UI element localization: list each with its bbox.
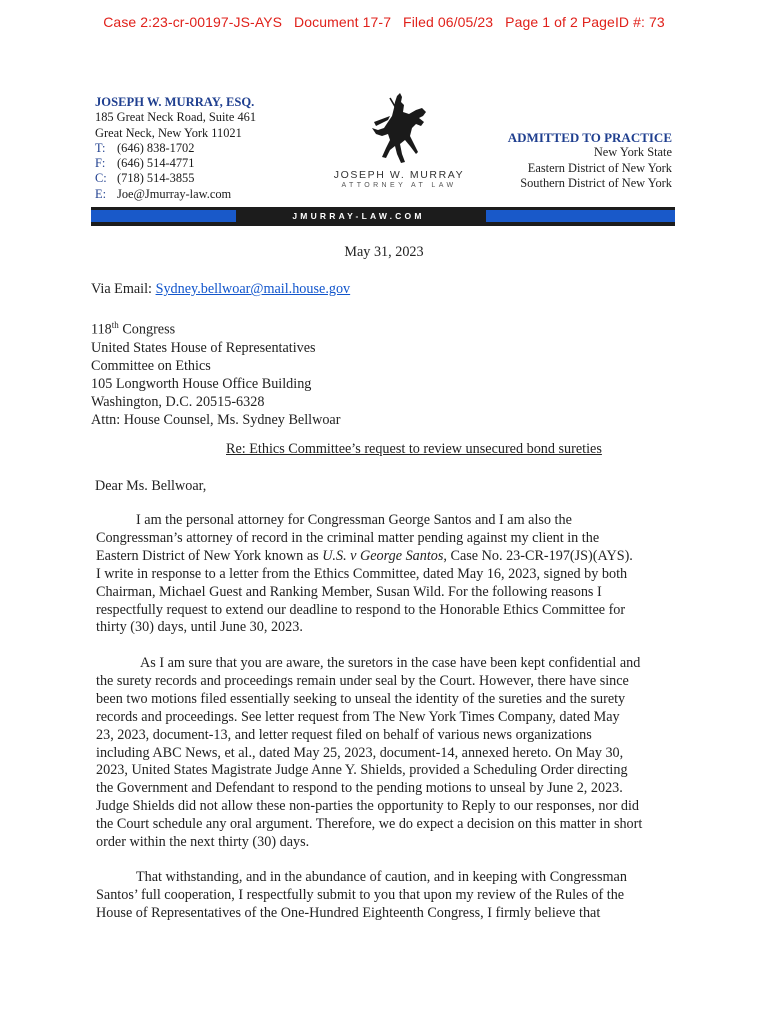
re-subject-line: Re: Ethics Committee’s request to review unsecured bond sureties	[226, 441, 602, 457]
paragraph-2	[96, 655, 678, 852]
paragraph-line: thirty (30) days, until June 30, 2023.	[96, 619, 303, 636]
knight-on-horse-icon	[364, 92, 434, 168]
address-line-1: 185 Great Neck Road, Suite 461	[95, 110, 257, 125]
congress-number: 118	[91, 321, 112, 338]
paragraph-line: Congressman’s attorney of record in the criminal matter pending against my client in the	[96, 529, 600, 546]
phone-label: T:	[95, 140, 106, 155]
recipient-address	[91, 316, 340, 429]
case-header: Case 2:23-cr-00197-JS-AYS Document 17-7 Filed 06/05/23 Page 1 of 2 PageID #: 73	[103, 14, 665, 30]
paragraph-line: 23, 2023, document-13, and letter request filed on behalf of various news organizations	[96, 726, 592, 743]
fax-number: (646) 514-4771	[117, 156, 195, 171]
paragraph-line: records and proceedings. See letter request from The New York Times Company, dated May	[96, 708, 620, 725]
phone-number: (646) 838-1702	[117, 140, 195, 155]
paragraph-line	[96, 548, 678, 566]
email-row	[95, 187, 256, 202]
paragraph-line: As I am sure that you are aware, the suretors in the case have been kept confidential and	[140, 655, 641, 671]
paragraph-line: including ABC News, et al., dated May 25, 2023, document-14, annexed hereto. On May 30,	[96, 744, 624, 761]
paragraph-line: respectfully request to extend our deadline to respond to the Honorable Ethics Committee for	[96, 601, 626, 618]
admitted-jurisdiction-3: Southern District of New York	[520, 175, 672, 190]
paragraph-text: , Case No. 23-CR-197(JS)(AYS).	[443, 547, 633, 564]
paragraph-line: 2023, United States Magistrate Judge Anne Y. Shields, provided a Scheduling Order directing	[96, 762, 628, 779]
email-label: E:	[95, 186, 107, 201]
fax-label: F:	[95, 156, 106, 171]
case-name: U.S. v George Santos	[322, 547, 444, 564]
letter-date: May 31, 2023	[344, 244, 424, 260]
logo-name: JOSEPH W. MURRAY	[333, 169, 465, 181]
logo-title: ATTORNEY AT LAW	[341, 182, 457, 189]
paragraph-text: Eastern District of New York known as	[96, 547, 323, 564]
paragraph-line: the surety records and proceedings remain under seal by the Court. However, there have since	[96, 672, 629, 689]
phone-row	[95, 141, 256, 156]
congress-label: Congress	[118, 321, 176, 338]
admitted-jurisdiction-2: Eastern District of New York	[527, 160, 672, 175]
address-line: United States House of Representatives	[91, 339, 316, 356]
address-congress	[91, 316, 340, 339]
paragraph-line: Chairman, Michael Guest and Ranking Member, Susan Wild. For the following reasons I	[96, 583, 602, 600]
paragraph-line: the Government and Defendant to respond to the pending motions to unseal by June 2, 2023.	[96, 780, 623, 797]
recipient-email-link[interactable]: Sydney.bellwoar@mail.house.gov	[155, 281, 351, 297]
address-line-2: Great Neck, New York 11021	[95, 125, 242, 140]
cell-row	[95, 171, 256, 186]
firm-logo	[332, 92, 466, 189]
address-line: 105 Longworth House Office Building	[91, 375, 312, 392]
admitted-title: ADMITTED TO PRACTICE	[507, 130, 672, 145]
paragraph-line: order within the next thirty (30) days.	[96, 834, 310, 851]
admitted-to-practice	[508, 130, 672, 191]
via-email-line	[91, 281, 350, 298]
paragraph-line: Santos’ full cooperation, I respectfully submit to you that upon my review of the Rules of the	[96, 886, 625, 903]
paragraph-line: That withstanding, and in the abundance of caution, and in keeping with Congressman	[136, 869, 627, 885]
paragraph-line: I am the personal attorney for Congressman George Santos and I am also the	[136, 512, 572, 528]
paragraph-line: Judge Shields did not allow these non-parties the opportunity to Reply to our responses, nor did	[96, 798, 639, 815]
paragraph-3	[96, 869, 678, 923]
letterhead-contact	[95, 95, 256, 202]
letterhead-banner	[91, 207, 675, 226]
paragraph-line: been two motions filed essentially seeking to unseal the identity of the sureties and the surety	[96, 690, 626, 707]
address-line: Committee on Ethics	[91, 357, 211, 374]
admitted-jurisdiction-1: New York State	[593, 145, 672, 160]
via-label: Via Email:	[91, 281, 153, 297]
congress-suffix: th	[111, 320, 119, 330]
email-address: Joe@Jmurray-law.com	[117, 186, 232, 201]
paragraph-line: I write in response to a letter from the Ethics Committee, dated May 16, 2023, signed by both	[96, 565, 628, 582]
attorney-name: JOSEPH W. MURRAY, ESQ.	[95, 95, 255, 109]
paragraph-line: the Court schedule any oral argument. Therefore, we do expect a decision on this matter in short	[96, 816, 643, 833]
paragraph-line: House of Representatives of the One-Hundred Eighteenth Congress, I firmly believe that	[96, 904, 601, 921]
fax-row	[95, 156, 256, 171]
address-line: Attn: House Counsel, Ms. Sydney Bellwoar	[91, 411, 341, 428]
salutation: Dear Ms. Bellwoar,	[95, 478, 207, 494]
cell-label: C:	[95, 171, 107, 186]
cell-number: (718) 514-3855	[117, 171, 195, 186]
address-line: Washington, D.C. 20515-6328	[91, 393, 265, 410]
banner-url: JMURRAY-LAW.COM	[292, 211, 425, 221]
paragraph-1	[96, 512, 678, 637]
